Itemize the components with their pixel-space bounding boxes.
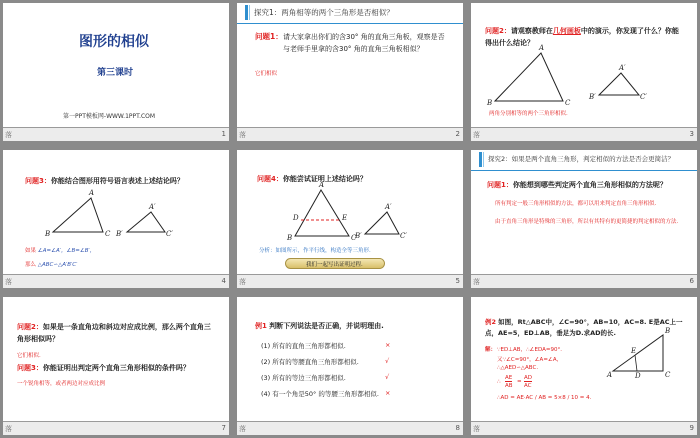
- svg-text:B′: B′: [355, 232, 362, 240]
- answer-paragraph-1: 所有判定一般三角形相似的方法，都可以用来判定直角三角形相似.: [495, 201, 657, 207]
- slide-thumbnail-2[interactable]: 探究1：两角相等的两个三角形是否相似？ 问题1： 请大家拿出你们的含30° 角的直角三角板，观察是否与老师手里拿的含30° 角的直角三角板相似？ 它们相似 落 2: [237, 3, 463, 141]
- svg-text:C: C: [351, 234, 357, 242]
- slide-thumbnail-6[interactable]: 探究2：如果是两个直角三角形，判定相似的方法是否会更简洁？ 问题1：你能想到哪些判定两个直角三角形相似的方法呢？ 所有判定一般三角形相似的方法，都可以用来判定直角三角形相似. 由于直角三角形是特殊的三角形，所以有其特有的更简捷的判定相似的方法. 落 6: [471, 150, 697, 288]
- statement-mark: ×: [385, 341, 391, 349]
- condition-line: 如果 ∠A=∠A′，∠B=∠B′，: [25, 248, 96, 254]
- example-label: 例2: [485, 318, 497, 326]
- slide-header: 探究1：两角相等的两个三角形是否相似？: [254, 8, 394, 17]
- svg-text:E: E: [631, 347, 637, 355]
- page-number: 9: [689, 424, 694, 432]
- page-number: 2: [455, 130, 460, 138]
- slide-thumbnail-7[interactable]: 问题2：如果是一条直角边和斜边对应成比例，那么两个直角三角形相似吗？ 它们相似. 问题3：你能证明出判定两个直角三角形相似的条件吗？ 一个锐角相等，或者两边对应成比例 落 7: [3, 297, 229, 435]
- right-triangle-figure: [471, 297, 697, 435]
- statement-item: (3) 所有的等边三角形都相似.: [261, 374, 346, 382]
- question-text: 问题1：你能想到哪些判定两个直角三角形相似的方法呢？: [487, 181, 667, 189]
- svg-text:D: D: [293, 214, 299, 222]
- svg-text:A′: A′: [385, 203, 392, 211]
- page-number: 3: [689, 130, 694, 138]
- page-number: 6: [689, 277, 694, 285]
- svg-text:C: C: [565, 99, 571, 107]
- answer-paragraph-2: 由于直角三角形是特殊的三角形，所以有其特有的更简捷的判定相似的方法.: [495, 219, 679, 225]
- question-label: 问题1：: [487, 181, 513, 189]
- statement-item: (4) 有一个角是50° 的等腰三角形都相似.: [261, 390, 379, 398]
- slide-thumbnail-4[interactable]: 问题3：你能结合图形用符号语言表述上述结论吗？ B A C B′ A′ C′ 如果 ∠A=∠A′，∠B=∠B′， 那么 △ABC∽△A′B′C′ 落 4: [3, 150, 229, 288]
- slide-thumbnail-1[interactable]: [3, 3, 229, 141]
- slide-header: 探究2：如果是两个直角三角形，判定相似的方法是否会更简洁？: [488, 155, 675, 163]
- solution-step-3: ∴△AED∽△ABC.: [497, 365, 539, 371]
- question-label: 问题3：: [17, 364, 43, 372]
- statement-item: (1) 所有的直角三角形都相似.: [261, 342, 346, 350]
- page-number: 1: [221, 130, 226, 138]
- answer-text: 两角分别相等的两个三角形相似.: [489, 111, 568, 117]
- svg-text:B: B: [287, 234, 293, 242]
- svg-text:D: D: [635, 372, 641, 380]
- question-text: 请大家拿出你们的含30° 角的直角三角板，观察是否与老师手里拿的含30° 角的直角三角板相似？: [283, 33, 445, 53]
- analysis-text: 分析：如图所示，作平行线，构造全等三角形.: [259, 248, 371, 254]
- geometry-link[interactable]: 几何画板: [552, 27, 581, 35]
- answer-text: 它们相似: [255, 71, 278, 77]
- statement-mark: ×: [385, 389, 391, 397]
- page-number: 7: [221, 424, 226, 432]
- solution-step-2: 又∵∠C=90°，∠A=∠A，: [497, 357, 563, 363]
- statement-mark: √: [385, 373, 390, 381]
- svg-text:A: A: [539, 44, 545, 52]
- question-label: 问题2：: [485, 27, 511, 35]
- example-text: 例2 如图，Rt△ABC中，∠C=90°，AB=10，AC=8. E是AC上一点，AE=5，ED⊥AB，垂足为D.求AD的长.: [485, 318, 683, 337]
- conclusion-line: 那么 △ABC∽△A′B′C′: [25, 262, 78, 268]
- svg-text:C: C: [665, 371, 671, 379]
- slide-thumbnail-8[interactable]: 例1 判断下列说法是否正确，并说明理由. (1) 所有的直角三角形都相似. × (2) 所有的等腰直角三角形都相似. √ (3) 所有的等边三角形都相似. √ (4) 有一个角是50° 的等腰三角形都相似. × 落 8: [237, 297, 463, 435]
- question-2-text: 问题2：如果是一条直角边和斜边对应成比例，那么两个直角三角形相似吗？: [17, 323, 211, 343]
- question-label: 问题2：: [17, 323, 43, 331]
- statement-mark: √: [385, 357, 390, 365]
- svg-text:B′: B′: [116, 230, 123, 238]
- svg-text:A: A: [319, 181, 325, 189]
- svg-text:B: B: [487, 99, 493, 107]
- question-3-text: 问题3：你能证明出判定两个直角三角形相似的条件吗？: [17, 364, 190, 372]
- svg-text:A: A: [607, 371, 613, 379]
- proof-button[interactable]: 我们一起写出证明过程.: [285, 258, 385, 269]
- svg-text:A′: A′: [149, 203, 156, 211]
- question-text: 问题4：你能尝试证明上述结论吗？: [257, 175, 367, 183]
- svg-text:A: A: [89, 189, 95, 197]
- question-label: 问题3：: [25, 177, 51, 185]
- slide-subtitle: 第三课时: [97, 68, 134, 78]
- svg-text:E: E: [342, 214, 348, 222]
- slide-thumbnail-5[interactable]: 问题4：你能尝试证明上述结论吗？ B A C D E B′ A′ C′ 分析：如图所示，作平行线，构造全等三角形. 我们一起写出证明过程. 落 5: [237, 150, 463, 288]
- svg-text:B′: B′: [589, 93, 596, 101]
- question-label: 问题4：: [257, 175, 283, 183]
- page-number: 4: [221, 277, 226, 285]
- page-number: 5: [455, 277, 460, 285]
- slide-thumbnail-9[interactable]: 例2 如图，Rt△ABC中，∠C=90°，AB=10，AC=8. E是AC上一点，AE=5，ED⊥AB，垂足为D.求AD的长. 解： ∵ED⊥AB，∴∠EDA=90°. 又∵∠C=90°，∠A=∠A， ∴△AED∽△ABC. ∴ AE AB = AD AC ∴AD = AE·AC / AB = 5×8 / 10 = 4. A B C E D 落 9: [471, 297, 697, 435]
- answer-2: 它们相似.: [17, 353, 41, 359]
- answer-3: 一个锐角相等，或者两边对应成比例: [17, 381, 106, 387]
- svg-text:C′: C′: [400, 232, 407, 240]
- svg-text:C′: C′: [640, 93, 647, 101]
- question-label: 问题1：: [255, 32, 283, 41]
- page-number: 8: [455, 424, 460, 432]
- question-text: 问题3：你能结合图形用符号语言表述上述结论吗？: [25, 177, 184, 185]
- example-label: 例1: [255, 322, 267, 330]
- slide-credit: 第一PPT模板网-WWW.1PPT.COM: [63, 113, 156, 120]
- svg-text:B: B: [45, 230, 51, 238]
- solution-step-5: ∴AD = AE·AC / AB = 5×8 / 10 = 4.: [497, 395, 592, 401]
- solution-label: 解：: [485, 347, 497, 353]
- svg-text:C: C: [105, 230, 111, 238]
- slide-footer: 落: [5, 131, 12, 139]
- svg-text:B: B: [665, 327, 671, 335]
- triangle-abc: [471, 3, 697, 141]
- question-text: 问题2：请观察教师在几何画板中的演示，你发现了什么？你能得出什么结论？: [485, 27, 679, 47]
- slide-title: 图形的相似: [79, 34, 149, 50]
- solution-step-1: ∵ED⊥AB，∴∠EDA=90°.: [497, 347, 562, 353]
- slide-thumbnail-3[interactable]: 问题2：请观察教师在几何画板中的演示，你发现了什么？你能得出什么结论？ B A C B′ A′ C′ 两角分别相等的两个三角形相似. 落 3: [471, 3, 697, 141]
- statement-item: (2) 所有的等腰直角三角形都相似.: [261, 358, 359, 366]
- svg-text:A′: A′: [619, 64, 626, 72]
- svg-text:C′: C′: [166, 230, 173, 238]
- example-heading: 例1 判断下列说法是否正确，并说明理由.: [255, 322, 384, 330]
